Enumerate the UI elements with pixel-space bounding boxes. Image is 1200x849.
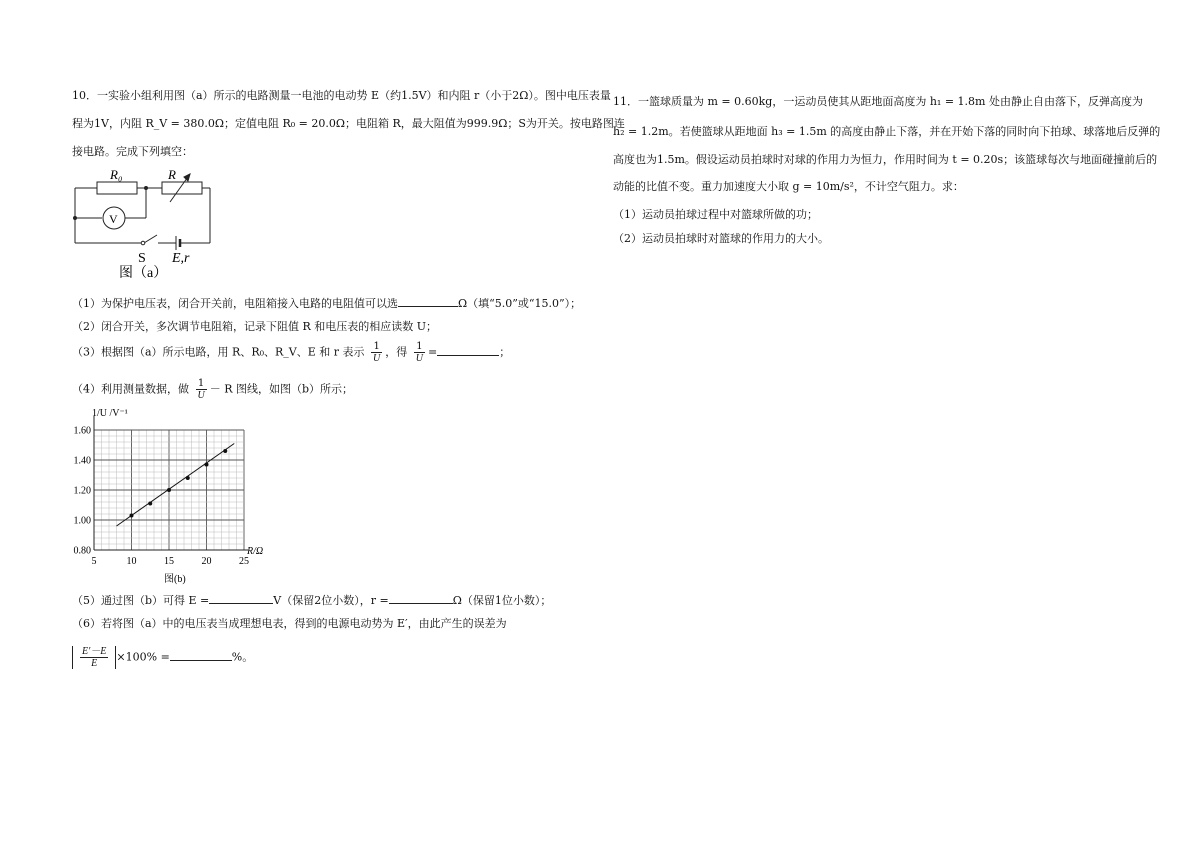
part-6: （6）若将图（a）中的电压表当成理想电表，得到的电源电动势为 E′，由此产生的误差为 (72, 617, 507, 630)
answer-blank-1[interactable] (398, 295, 458, 307)
data-point (130, 514, 134, 518)
q10-line1: 10．一实验小组利用图（a）所示的电路测量一电池的电动势 E（约1.5V）和内阻 r（小于2Ω）。图中电压表量 (72, 89, 611, 102)
answer-blank-5[interactable] (170, 649, 232, 661)
q11-line2: h₂ = 1.2m。若使篮球从距地面 h₃ = 1.5m 的高度由静止下落，并在开始下落的同时向下拍球、球落地后反弹的 (613, 125, 1161, 138)
chart-marks (117, 444, 235, 527)
data-point (167, 488, 171, 492)
frac-num: 1 (414, 341, 425, 353)
fraction-1-over-u-2 (414, 341, 425, 364)
part-2: （2）闭合开关，多次调节电阻箱，记录下阻值 R 和电压表的相应读数 U； (72, 320, 438, 333)
answer-blank-2[interactable] (437, 344, 499, 356)
answer-blank-4[interactable] (389, 592, 453, 604)
part-5-mid: V（保留2位小数），r = (273, 594, 389, 607)
part-1-text: （1）为保护电压表，闭合开关前，电阻箱接入电路的电阻值可以选 (72, 297, 398, 310)
part-1-tail: Ω（填“5.0”或“15.0”）； (458, 297, 582, 310)
part-6-pct: %。 (231, 650, 254, 664)
part-5-text: （5）通过图（b）可得 E = (72, 594, 210, 607)
part-1 (72, 295, 581, 312)
battery-label: E,r (172, 251, 190, 266)
r0-label: R₀ (110, 168, 123, 182)
error-fraction (80, 646, 108, 669)
data-point (148, 502, 152, 506)
y-tick-label: 0.80 (73, 545, 91, 557)
y-tick-label: 1.00 (73, 515, 91, 527)
q11-sub1: （1）运动员拍球过程中对篮球所做的功； (613, 208, 818, 221)
q11-line1: 11．一篮球质量为 m = 0.60kg，一运动员使其从距地面高度为 h₁ = 1.8m 处由静止自由落下，反弹高度为 (613, 95, 1143, 108)
frac-den: E (91, 658, 98, 669)
part-4-text: （4）利用测量数据，做 (72, 382, 189, 396)
frac-den: U (415, 353, 423, 364)
part-3-eq: = (428, 345, 438, 359)
x-tick-label: 15 (164, 556, 174, 567)
r-label: R (168, 168, 176, 182)
q10-line2: 程为1V，内阻 R_V = 380.0Ω；定值电阻 R₀ = 20.0Ω；电阻箱 R，最大阻值为999.9Ω；S为开关。按电路图连 (72, 117, 625, 130)
fraction-1-over-u (371, 341, 382, 364)
chart-figure-b (72, 402, 292, 592)
data-point (186, 476, 190, 480)
frac-den: U (373, 353, 381, 364)
y-axis-label: 1/U /V⁻¹ (92, 408, 128, 419)
x-axis-label: R/Ω (247, 546, 264, 557)
part-6-tail: ×100% = (116, 650, 170, 664)
fit-line (117, 444, 235, 527)
part-3-text: （3）根据图（a）所示电路，用 R、R₀、R_V、E 和 r 表示 (72, 345, 365, 359)
x-tick-label: 25 (239, 556, 249, 567)
x-tick-label: 20 (201, 556, 212, 567)
x-tick-label: 10 (126, 556, 137, 567)
frac-den: U (197, 390, 205, 401)
data-point (205, 463, 209, 467)
q11-sub2: （2）运动员拍球时对篮球的作用力的大小。 (613, 232, 829, 245)
q11-line4: 动能的比值不变。重力加速度大小取 g = 10m/s²，不计空气阻力。求： (613, 180, 964, 193)
part-4-tail: － R 图线，如图（b）所示； (209, 382, 354, 396)
part-4 (72, 378, 353, 401)
frac-num: 1 (371, 341, 382, 353)
part-3-tail: ； (499, 345, 511, 359)
switch-label: S (138, 251, 146, 266)
y-tick-label: 1.20 (73, 485, 91, 497)
frac-num: 1 (196, 378, 207, 390)
frac-num: E′－E (82, 646, 107, 657)
part-5-tail: Ω（保留1位小数）； (452, 594, 552, 607)
y-tick-label: 1.40 (73, 455, 91, 467)
q10-line3: 接电路。完成下列填空： (72, 145, 193, 158)
answer-blank-3[interactable] (209, 592, 273, 604)
chart-title: 图(b) (164, 574, 186, 585)
q11-line3: 高度也为1.5m。假设运动员拍球时对球的作用力为恒力，作用时间为 t = 0.20s；该篮球每次与地面碰撞前后的 (613, 153, 1158, 166)
y-tick-label: 1.60 (73, 425, 91, 437)
abs-value-fraction (72, 646, 116, 669)
data-point (223, 449, 227, 453)
fraction-1-over-u-3 (196, 378, 207, 401)
figure-a-caption: 图（a） (119, 266, 168, 278)
part-3-mid: ，得 (385, 345, 408, 359)
part-5 (72, 592, 551, 609)
part-3 (72, 341, 510, 364)
x-tick-label: 5 (91, 556, 97, 567)
voltmeter-label: V (109, 212, 118, 226)
part-6-formula (72, 646, 253, 669)
circuit-diagram (72, 168, 222, 278)
